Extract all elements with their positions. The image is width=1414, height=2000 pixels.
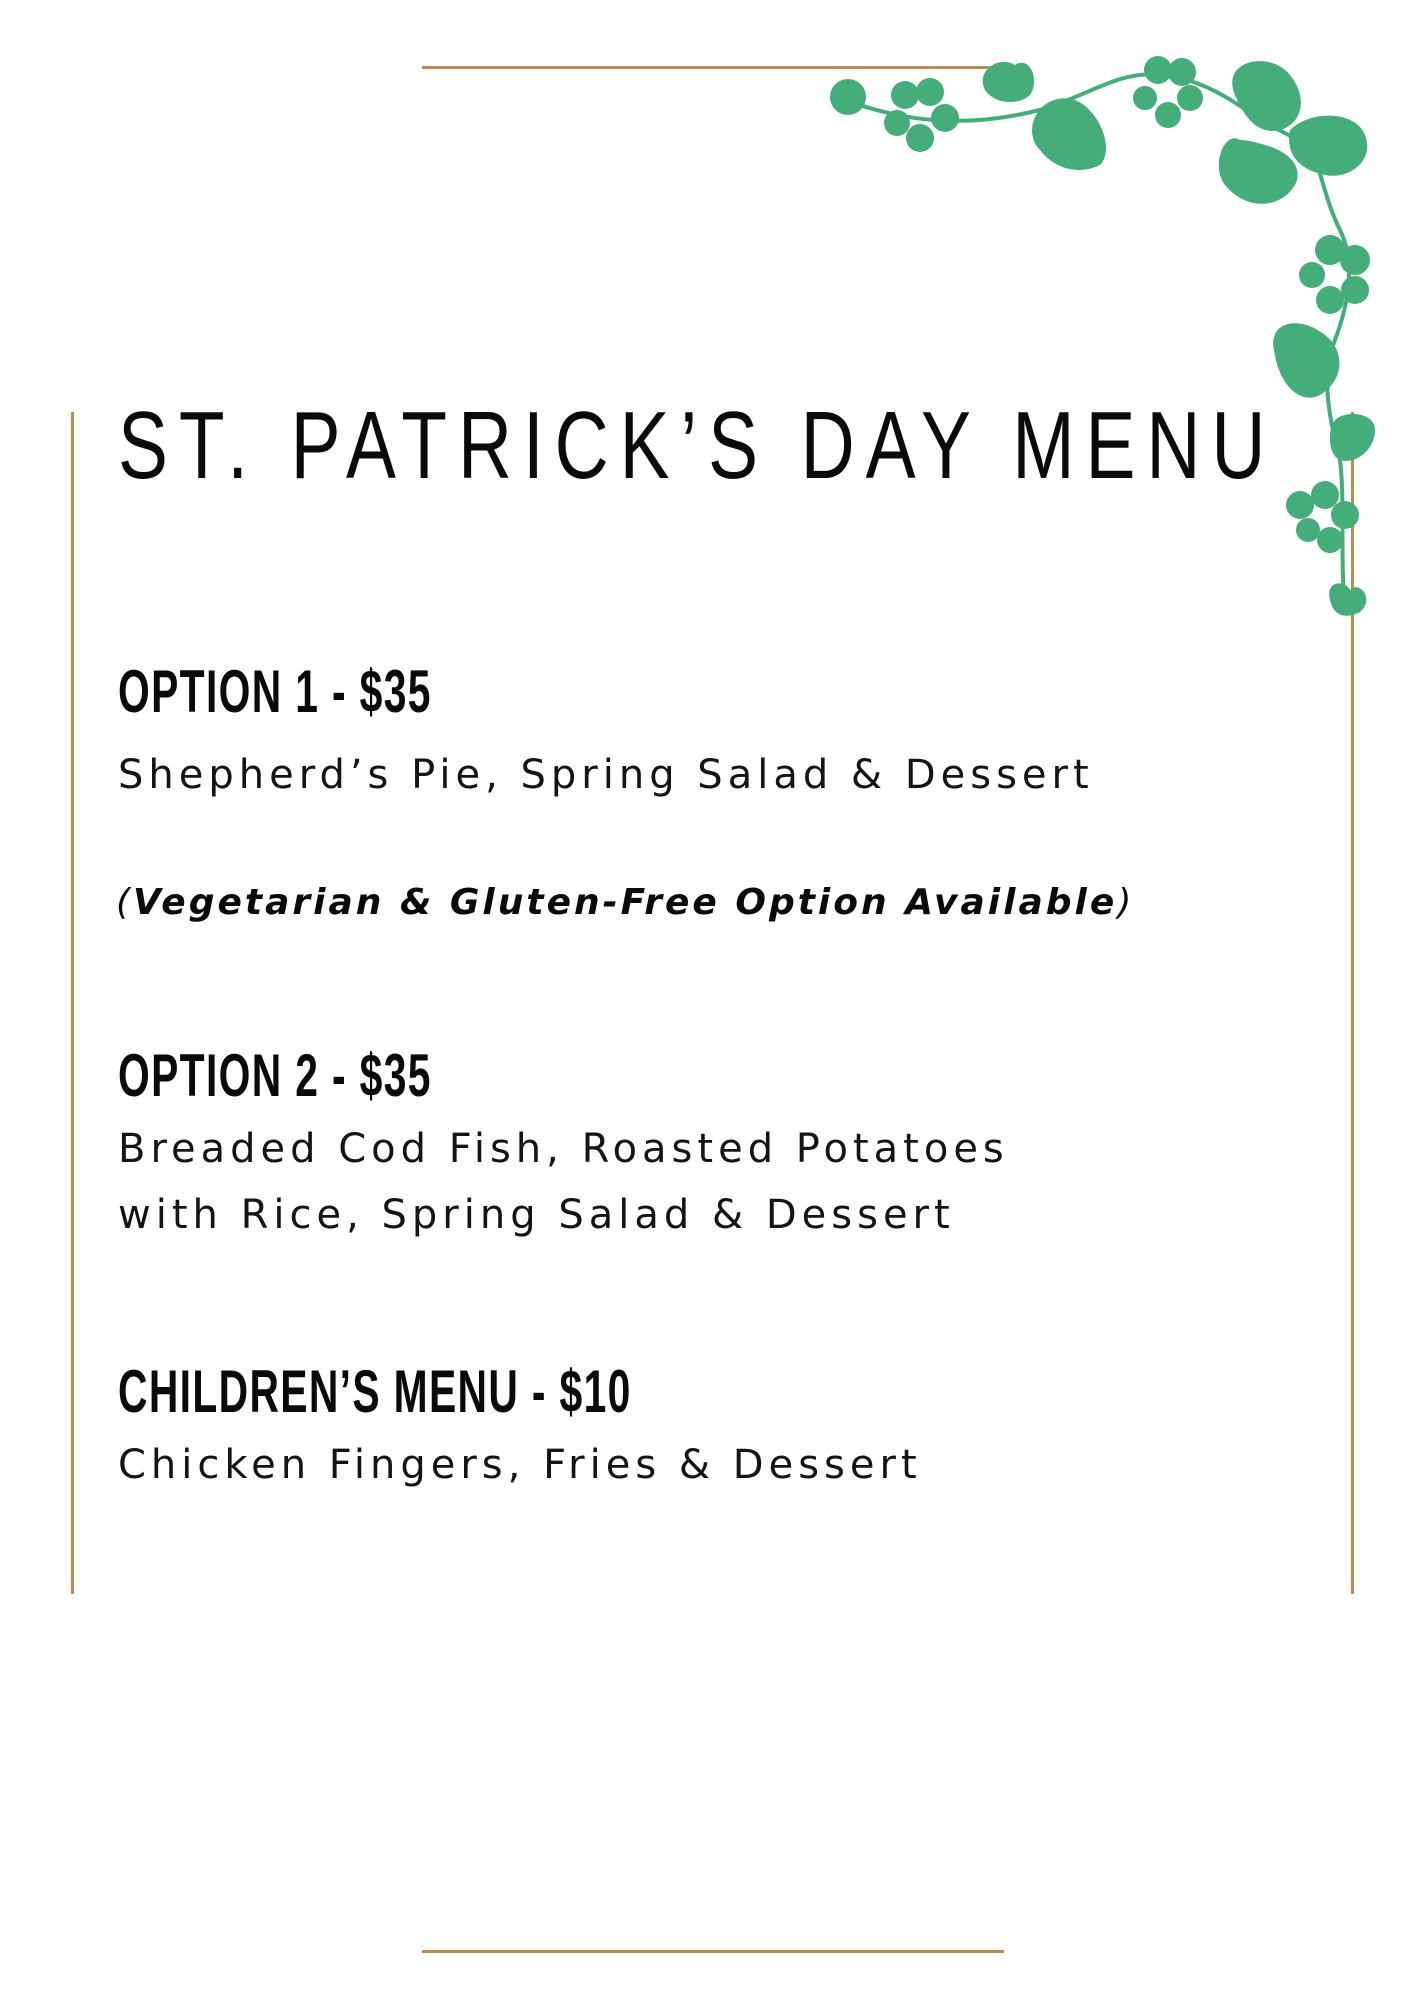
option-1-note-text: Vegetarian & Gluten-Free Option Available (133, 882, 1118, 923)
option-1-heading: OPTION 1 - $35 (118, 658, 432, 725)
shamrock-vine-icon (820, 40, 1414, 640)
option-1-note: (Vegetarian & Gluten-Free Option Available) (116, 882, 1135, 923)
left-border (71, 412, 74, 1594)
option-1-description: Shepherd’s Pie, Spring Salad & Dessert (118, 752, 1094, 798)
option-2-description-line-1: Breaded Cod Fish, Roasted Potatoes (118, 1126, 1009, 1172)
option-2-heading: OPTION 2 - $35 (118, 1042, 432, 1109)
option-2-description-line-2: with Rice, Spring Salad & Dessert (118, 1192, 955, 1238)
bottom-divider (422, 1950, 1004, 1953)
children-menu-heading: CHILDREN’S MENU - $10 (118, 1358, 632, 1425)
children-menu-description: Chicken Fingers, Fries & Dessert (118, 1442, 922, 1488)
page-title: ST. PATRICK’S DAY MENU (118, 392, 1277, 499)
